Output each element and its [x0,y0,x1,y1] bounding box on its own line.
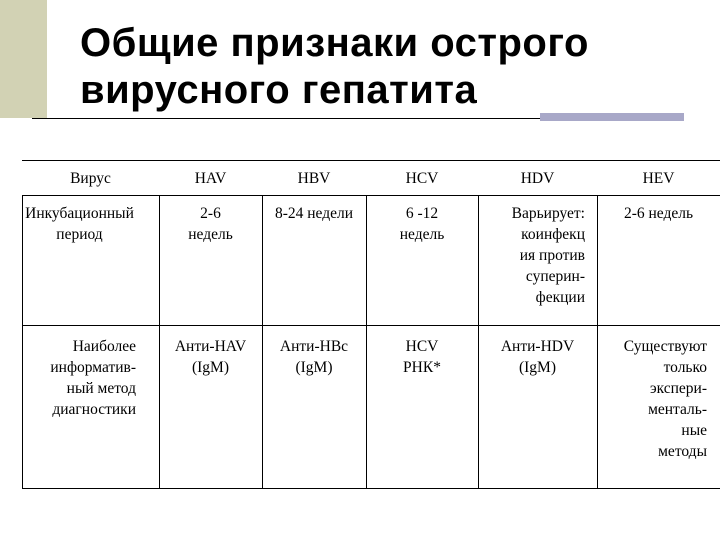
table-top-border [22,160,720,161]
diagnostics-hev: Существуют только экспери- менталь- ные методы [623,338,707,460]
title-underline-accent [540,113,684,121]
header-hev: HEV [642,170,675,187]
header-bottom-border [22,195,720,196]
title-line-1: Общие признаки острого [80,21,589,65]
diagnostics-label: Наиболее информатив- ный метод диагностики [50,338,136,418]
diagnostics-hdv: Анти-HDV (IgM) [500,338,575,376]
header-hcv: HCV [405,170,439,187]
table-bottom-border [22,488,720,489]
incubation-hcv: 6 -12 недель [399,205,445,243]
incubation-hev: 2-6 недель [623,205,694,222]
title-line-2: вирусного гепатита [80,68,478,112]
incubation-hbv: 8-24 недели [274,205,354,222]
header-hdv: HDV [520,170,555,187]
title-accent-bar [0,0,47,118]
header-hav: HAV [194,170,227,187]
diagnostics-hbv: Анти-HBc (IgM) [279,338,349,376]
header-virus: Вирус [70,170,111,187]
header-hbv: HBV [297,170,331,187]
incubation-hdv: Варьирует: коинфекц ия против суперин- фекции [511,205,585,306]
incubation-label: Инкубационный период [25,205,134,243]
title-underline [32,118,540,119]
row-divider [22,325,720,326]
incubation-hav: 2-6 недель [188,205,233,243]
diagnostics-hav: Анти-HAV (IgM) [174,338,247,376]
diagnostics-hcv: HCV РНК* [403,338,441,376]
slide-title [80,20,589,114]
